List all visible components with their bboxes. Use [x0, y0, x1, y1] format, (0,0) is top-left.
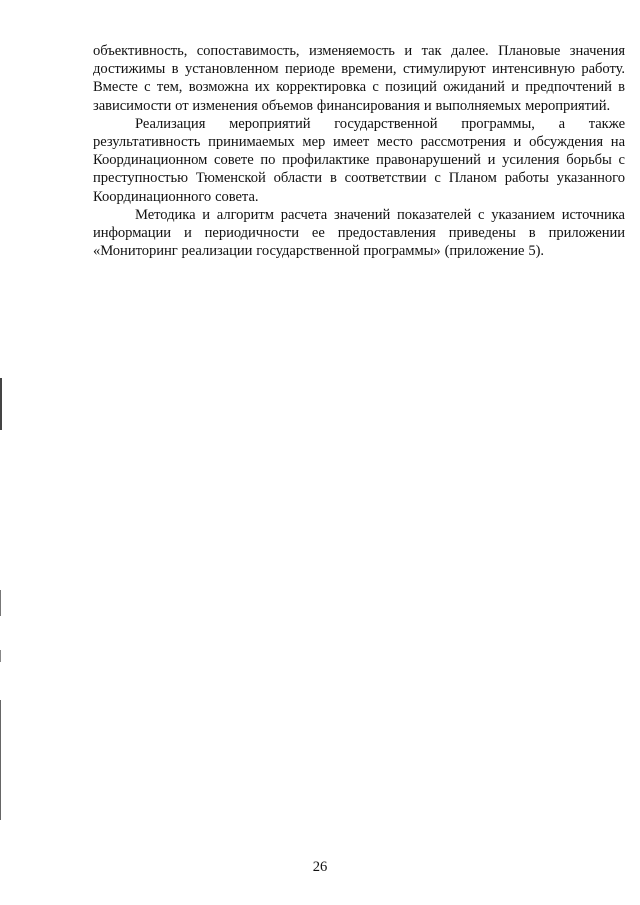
paragraph-evaluation-criteria: объективность, сопоставимость, изменяемость и так далее. Плановые значения достижимы в установленном периоде времени, стимулируют интенсивную работу. Вместе с тем, возможна их корректировка с позиций ожиданий и предпочтений в зависимости от изменения объемов финансирования и выполняемых мероприятий. [93, 43, 625, 114]
paragraph-coordination-council: Реализация мероприятий государственной программы, а также результативность принимаемых мер имеет место рассмотрения и обсуждения на Координационном совете по профилактике правонарушений и усиления борьбы с преступностью Тюменской области в соответствии с Планом работы указанного Координационного совета. [93, 115, 625, 205]
scan-edge-mark [0, 650, 1, 662]
page-number: 26 [312, 859, 328, 875]
body-text [93, 42, 625, 260]
paragraph-methodology: Методика и алгоритм расчета значений показателей с указанием источника информации и периодичности ее предоставления приведены в приложении «Мониторинг реализации государственной программы» (приложение 5). [93, 206, 625, 260]
scan-edge-mark [0, 700, 1, 820]
scan-edge-mark [0, 590, 1, 616]
scan-edge-mark [0, 378, 2, 430]
